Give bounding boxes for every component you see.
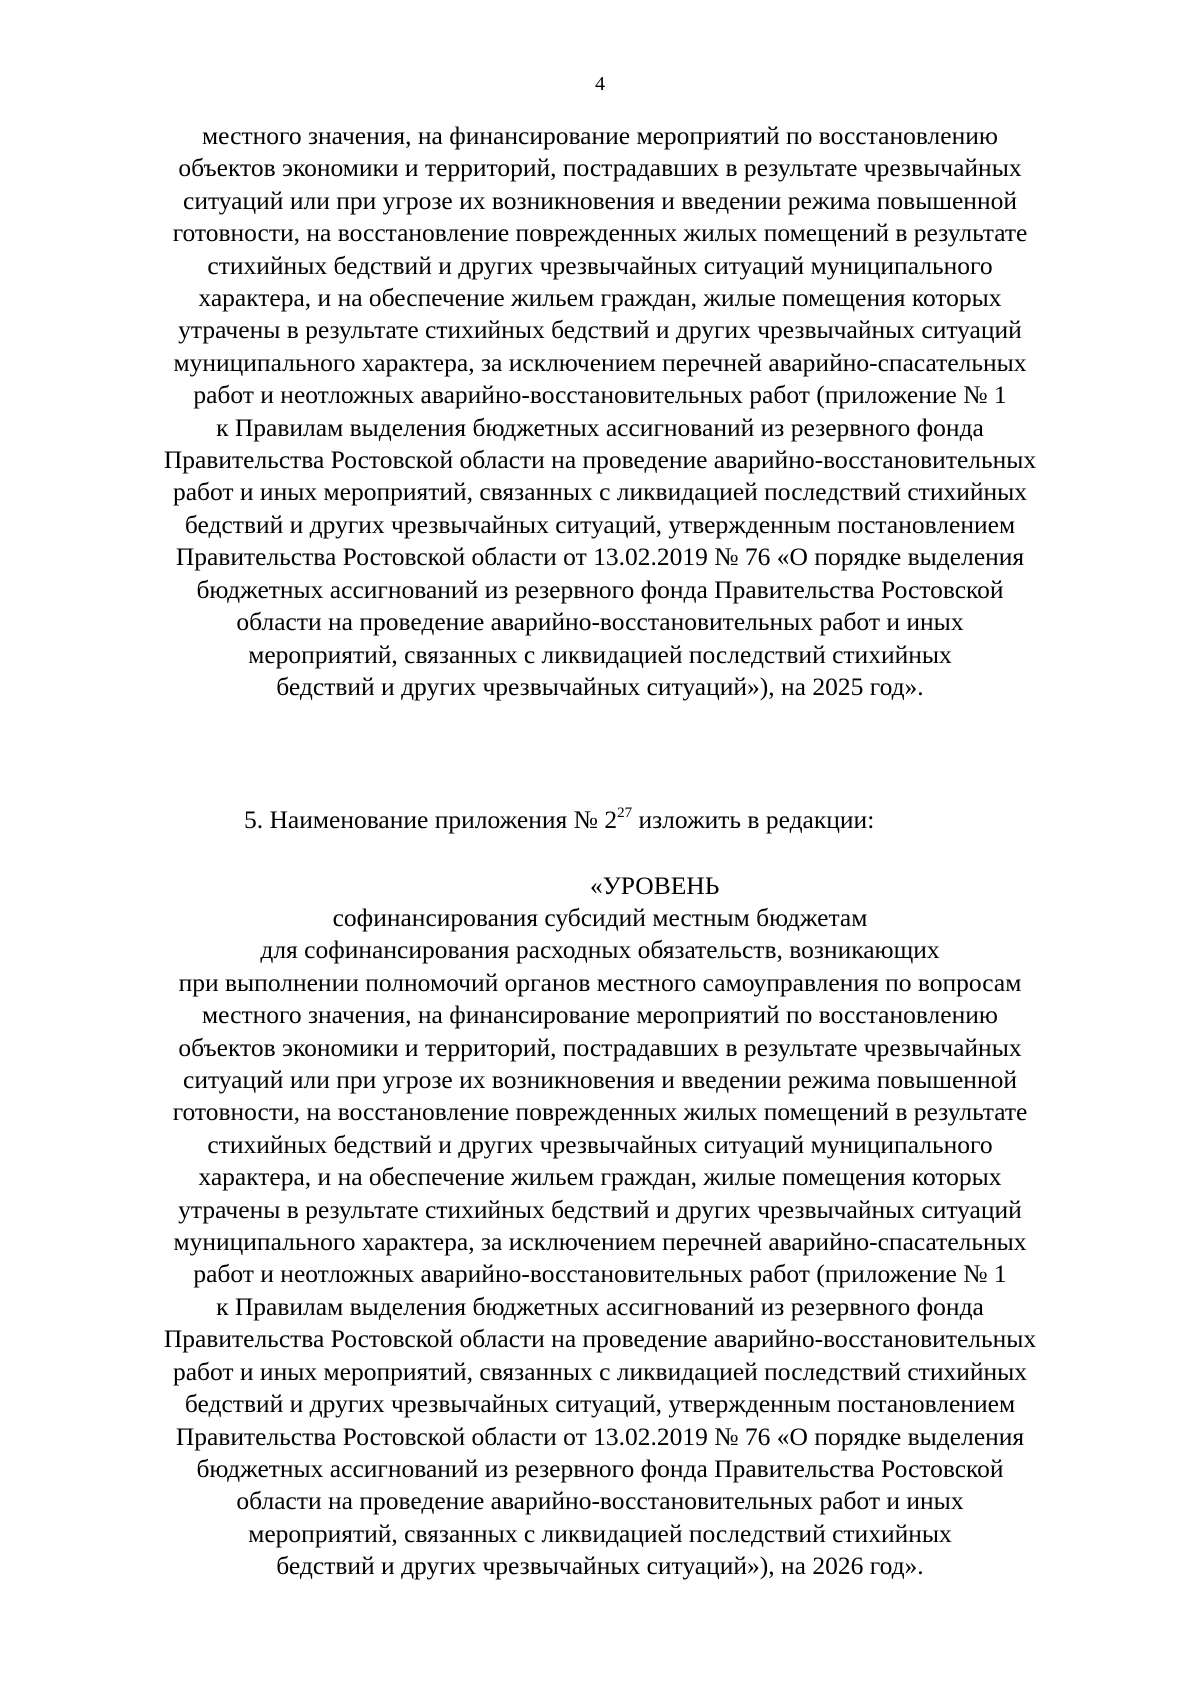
text-line: местного значения, на финансирование мероприятий по восстановлению — [202, 121, 998, 150]
text-line: Правительства Ростовской области на проведение аварийно-восстановительных — [163, 445, 1037, 475]
text-line: работ и иных мероприятий, связанных с ликвидацией последствий стихийных — [172, 477, 1028, 507]
text-line: работ и неотложных аварийно-восстановительных работ (приложение № 1 — [193, 380, 1007, 410]
title-line: объектов экономики и территорий, пострадавших в результате чрезвычайных — [178, 1032, 1022, 1062]
title-line: готовности, на восстановление поврежденных жилых помещений в результате — [172, 1097, 1028, 1127]
text-line: характера, и на обеспечение жильем граждан, жилые помещения которых — [198, 283, 1002, 313]
item-5-paragraph — [244, 804, 874, 836]
continuation-paragraph — [0, 120, 1200, 703]
title-line: бюджетных ассигнований из резервного фонда Правительства Ростовской — [196, 1453, 1004, 1483]
text-line: мероприятий, связанных с ликвидацией последствий стихийных — [248, 639, 952, 669]
title-line: работ и неотложных аварийно-восстановительных работ (приложение № 1 — [193, 1259, 1007, 1289]
title-line: характера, и на обеспечение жильем граждан, жилые помещения которых — [198, 1162, 1002, 1192]
text-line: бедствий и других чрезвычайных ситуаций»), на 2025 год». — [276, 671, 924, 701]
title-line: бедствий и других чрезвычайных ситуаций, утвержденным постановлением — [184, 1389, 1016, 1419]
appendix-heading: «УРОВЕНЬ — [590, 871, 720, 900]
appendix-title — [0, 902, 1200, 1583]
text-line: области на проведение аварийно-восстановительных работ и иных — [236, 607, 964, 637]
title-line: Правительства Ростовской области на проведение аварийно-восстановительных — [163, 1324, 1037, 1354]
text-line: объектов экономики и территорий, пострадавших в результате чрезвычайных — [178, 153, 1022, 183]
text-line: утрачены в результате стихийных бедствий и других чрезвычайных ситуаций — [178, 315, 1022, 345]
text-line: ситуаций или при угрозе их возникновения и введении режима повышенной — [183, 185, 1017, 215]
text-line: Правительства Ростовской области от 13.02.2019 № 76 «О порядке выделения — [175, 542, 1025, 572]
title-line: для софинансирования расходных обязательств, возникающих — [260, 935, 940, 965]
title-line: работ и иных мероприятий, связанных с ликвидацией последствий стихийных — [172, 1356, 1028, 1386]
item-5-text-end: изложить в редакции: — [632, 805, 875, 834]
title-line: мероприятий, связанных с ликвидацией последствий стихийных — [248, 1518, 952, 1548]
text-line: стихийных бедствий и других чрезвычайных ситуаций муниципального — [207, 250, 993, 280]
title-line: области на проведение аварийно-восстановительных работ и иных — [236, 1486, 964, 1516]
text-line: готовности, на восстановление поврежденных жилых помещений в результате — [172, 218, 1028, 248]
title-line: софинансирования субсидий местным бюджетам — [332, 903, 868, 932]
page-number: 4 — [595, 73, 605, 95]
text-line: муниципального характера, за исключением перечней аварийно-спасательных — [173, 347, 1027, 377]
title-line: бедствий и других чрезвычайных ситуаций»), на 2026 год». — [276, 1551, 924, 1581]
title-line: Правительства Ростовской области от 13.02.2019 № 76 «О порядке выделения — [175, 1421, 1025, 1451]
item-5-text: 5. Наименование приложения № 2 — [244, 805, 618, 834]
title-line: муниципального характера, за исключением перечней аварийно-спасательных — [173, 1227, 1027, 1257]
title-line: утрачены в результате стихийных бедствий и других чрезвычайных ситуаций — [178, 1194, 1022, 1224]
item-5-superscript: 27 — [617, 805, 633, 821]
text-line: бюджетных ассигнований из резервного фонда Правительства Ростовской — [196, 574, 1004, 604]
text-line: бедствий и других чрезвычайных ситуаций, утвержденным постановлением — [184, 509, 1016, 539]
title-line: ситуаций или при угрозе их возникновения и введении режима повышенной — [183, 1065, 1017, 1095]
title-line: стихийных бедствий и других чрезвычайных ситуаций муниципального — [207, 1129, 993, 1159]
text-line: к Правилам выделения бюджетных ассигнований из резервного фонда — [216, 412, 984, 442]
title-line: местного значения, на финансирование мероприятий по восстановлению — [202, 1000, 998, 1030]
title-line: к Правилам выделения бюджетных ассигнований из резервного фонда — [216, 1291, 984, 1321]
title-line: при выполнении полномочий органов местного самоуправления по вопросам — [178, 967, 1022, 997]
